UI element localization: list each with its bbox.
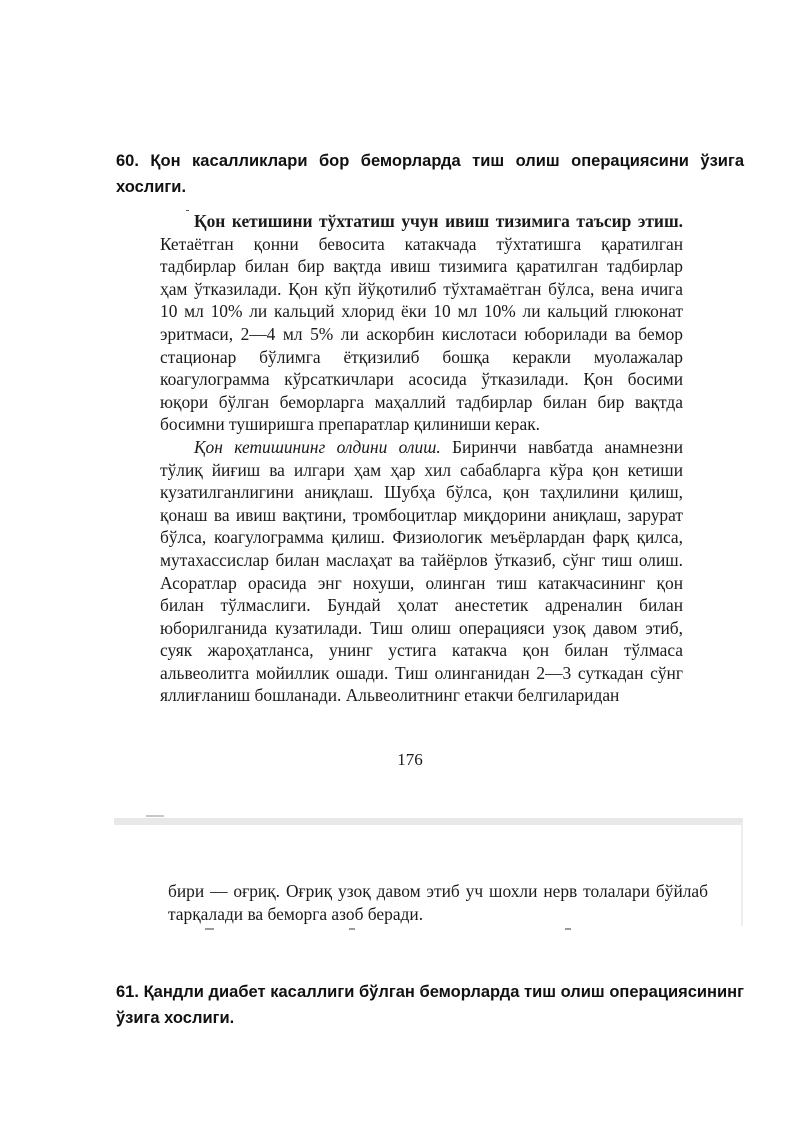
paragraph-prevention	[160, 436, 683, 707]
page-break-band	[114, 818, 743, 825]
paragraph-hemostasis-text: Кетаётган қонни бевосита катакчада тўхтатишга қаратилган тадбирлар билан бир вақтда ивиш тизимига қаратилган тадбирлар ҳам ўтказилади. Қон кўп йўқотилиб тўхтамаётган бўлса, вена ичига 10 мл 10% ли кальций хлорид ёки 10 мл 10% ли кальций глюконат эритмаси, 2—4 мл 5% ли аскорбин кислотаси юборилади ва бемор стационар бўлимга ётқизилиб бошқа керакли муолажалар коагулограмма кўрсаткичлари асосида ўтказилади. Қон босими юқори бўлган беморларга маҳаллий тадбирлар билан бир вақтда босимни туширишга препаратлар қилиниши керак.	[160, 233, 683, 435]
paragraph-continuation: бири — оғриқ. Оғриқ узоқ давом этиб уч шохли нерв толалари бўйлаб тарқалади ва беморга азоб беради.	[168, 881, 708, 924]
scan-edge-shadow	[741, 822, 743, 926]
cut-text-fragment	[205, 928, 214, 930]
page-number: 176	[397, 750, 423, 769]
paragraph-hemostasis	[160, 210, 683, 436]
scanned-page-excerpt	[160, 210, 683, 707]
paragraph-prevention-text: Биринчи навбатда анамнезни тўлиқ йиғиш ва илгари ҳам ҳар хил сабабларга кўра қон кетиши кузатилганлигини аниқлаш. Шубҳа бўлса, қон таҳлилини қилиш, қонаш ва ивиш вақтини, тромбоцитлар миқдорини аниқлаш, зарурат бўлса, коагулограмма қилиш. Физиологик меъёрлардан фарқ қилса, мутахассислар билан маслаҳат ва тайёрлов ўтказиб, сўнг тиш олиш. Асоратлар орасида энг нохуши, олинган тиш катакчасининг қон билан тўлмаслиги. Бундай ҳолат анестетик адреналин билан юборилганида кузатилади. Тиш олиш операцияси узоқ давом этиб, суяк жароҳатланса, унинг устига катакча қон билан тўлмаса альвеолитга мойиллик ошади. Тиш олинганидан 2—3 суткадан сўнг яллиғланиш бошланади. Альвеолитнинг етакчи белгиларидан	[160, 436, 684, 706]
section-61-heading: 61. Қандли диабет касаллиги бўлган беморларда тиш олиш операциясининг ўзига хослиги.	[116, 983, 744, 1027]
subtitle-prevention: Қон кетишининг олдини олиш.	[194, 436, 441, 457]
section-60-heading: 60. Қон касалликлари бор беморларда тиш олиш операциясини ўзига хослиги.	[116, 152, 744, 196]
cut-text-fragment	[349, 928, 355, 930]
scanned-continuation	[168, 880, 708, 925]
subtitle-hemostasis: Қон кетишини тўхтатиш учун ивиш тизимига таъсир этиш.	[194, 211, 683, 231]
cut-text-fragment	[565, 928, 571, 930]
scan-artifact	[146, 815, 164, 817]
